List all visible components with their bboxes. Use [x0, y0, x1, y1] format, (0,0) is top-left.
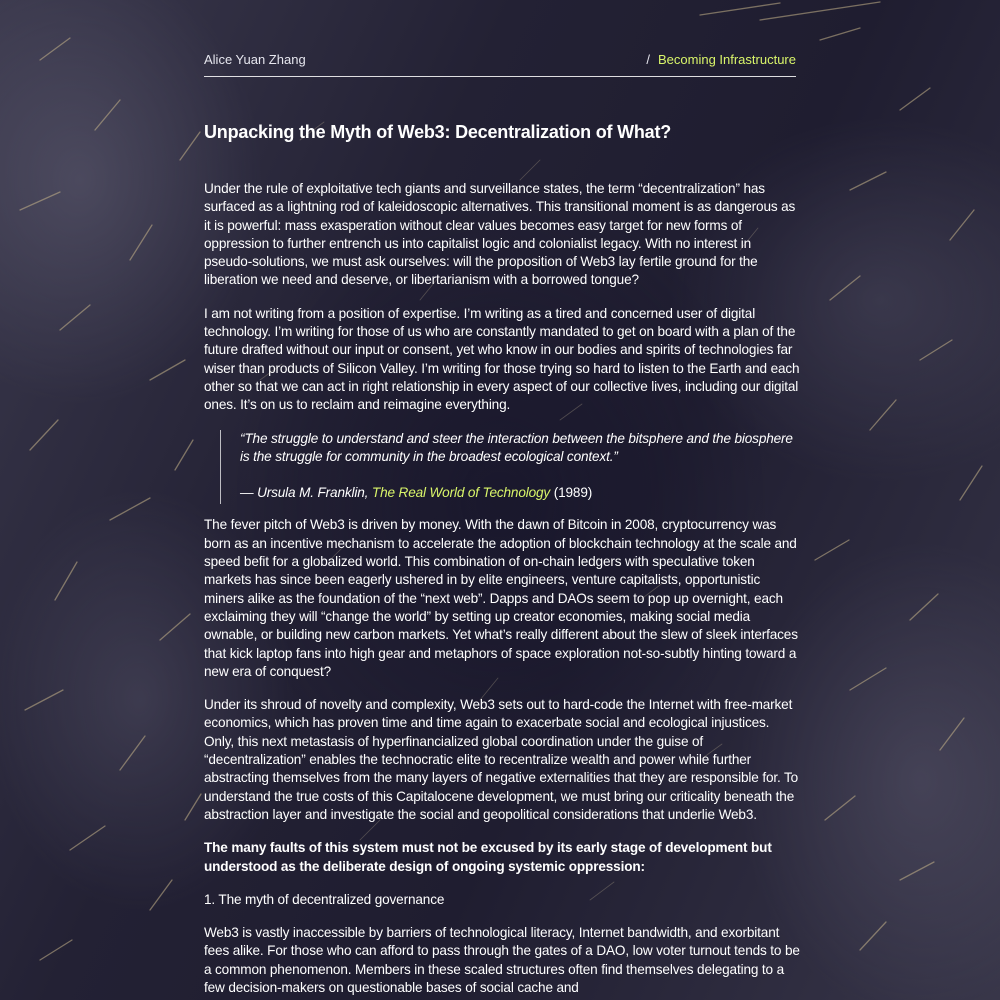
- quote-year: (1989): [553, 485, 593, 501]
- author-link[interactable]: Alice Yuan Zhang: [204, 52, 306, 67]
- quote-source-link[interactable]: The Real World of Technology: [371, 485, 551, 501]
- blockquote: [220, 430, 800, 505]
- section-link[interactable]: Becoming Infrastructure: [657, 52, 796, 67]
- quote-open-mark: “: [240, 430, 245, 446]
- section-heading: 1. The myth of decentralized governance: [204, 891, 445, 907]
- quote-author: — Ursula M. Franklin,: [240, 485, 369, 501]
- paragraph-governance: Web3 is vastly inaccessible by barriers of technological literacy, Internet bandwidth, and exorbitant fees alike. For those who can afford to pass through the gates of a DAO, low voter turnout tends to be a common phenomenon. Members in these scaled structures often find themselves delegating to a few decision-makers on questionable bases of social cache and: [204, 925, 800, 995]
- paragraph-faults: The many faults of this system must not be excused by its early stage of development but understood as the deliberate design of ongoing systemic oppression:: [204, 840, 772, 874]
- paragraph-position: I am not writing from a position of expertise. I’m writing as a tired and concerned user of digital technology. I’m writing for those of us who are constantly mandated to get on board with a plan of the future drafted without our input or consent, yet who know in our bodies and spirits of technologies far wiser than products of Silicon Valley. I’m writing for those trying so hard to listen to the Earth and each other so that we can act in right relationship in every aspect of our collective lives, including our digital ones. It’s on us to reclaim and reimagine everything.: [204, 305, 800, 413]
- site-header: [204, 52, 796, 77]
- breadcrumb-separator: /: [646, 52, 650, 67]
- article-title: Unpacking the Myth of Web3: Decentralization of What?: [204, 122, 672, 142]
- paragraph-novelty: Under its shroud of novelty and complexity, Web3 sets out to hard-code the Internet with free-market economics, which has proven time and time again to exacerbate social and ecological injustices. Only, this next metastasis of hyperfinancialized global coordination under the guise of “decentralization” enables the technocratic elite to recentralize wealth and power while further abstracting themselves from the many layers of negative externalities that they are responsible for. To understand the true costs of this Capitalocene development, we must bring our criticality beneath the abstraction layer and investigate the social and geopolitical considerations that underlie Web3.: [204, 697, 799, 822]
- quote-body: The struggle to understand and steer the interaction between the bitsphere and the biosphere is the struggle for community in the broadest ecological context.”: [240, 430, 793, 464]
- paragraph-money: The fever pitch of Web3 is driven by money. With the dawn of Bitcoin in 2008, cryptocurrency was born as an incentive mechanism to accelerate the adoption of blockchain technology at the scale and speed befit for a globalized world. This combination of on-chain ledgers with speculative token markets has since been eagerly ushered in by elite engineers, venture capitalists, opportunistic miners alike as the foundation of the “next web”. Dapps and DAOs seem to pop up overnight, each exclaiming they will “change the world” by setting up creator economies, making social media ownable, or building new carbon markets. Yet what’s really different about the slew of sleek interfaces that kick laptop fans into high gear and metaphors of space exploration not-so-subtly hinting toward a new era of conquest?: [204, 517, 798, 679]
- article: [204, 120, 800, 1000]
- breadcrumb: [646, 52, 796, 67]
- quote-attribution: [240, 484, 800, 502]
- quote-text: [240, 430, 800, 467]
- paragraph-intro: Under the rule of exploitative tech giants and surveillance states, the term “decentralization” has surfaced as a lightning rod of kaleidoscopic alternatives. This transitional moment is as dangerous as it is powerful: mass exasperation without clear values becomes easy target for new forms of oppression to further entrench us into capitalist logic and colonialist legacy. With no interest in pseudo-solutions, we must ask ourselves: will the proposition of Web3 lay fertile ground for the liberation we need and deserve, or libertarianism with a borrowed tongue?: [204, 181, 796, 288]
